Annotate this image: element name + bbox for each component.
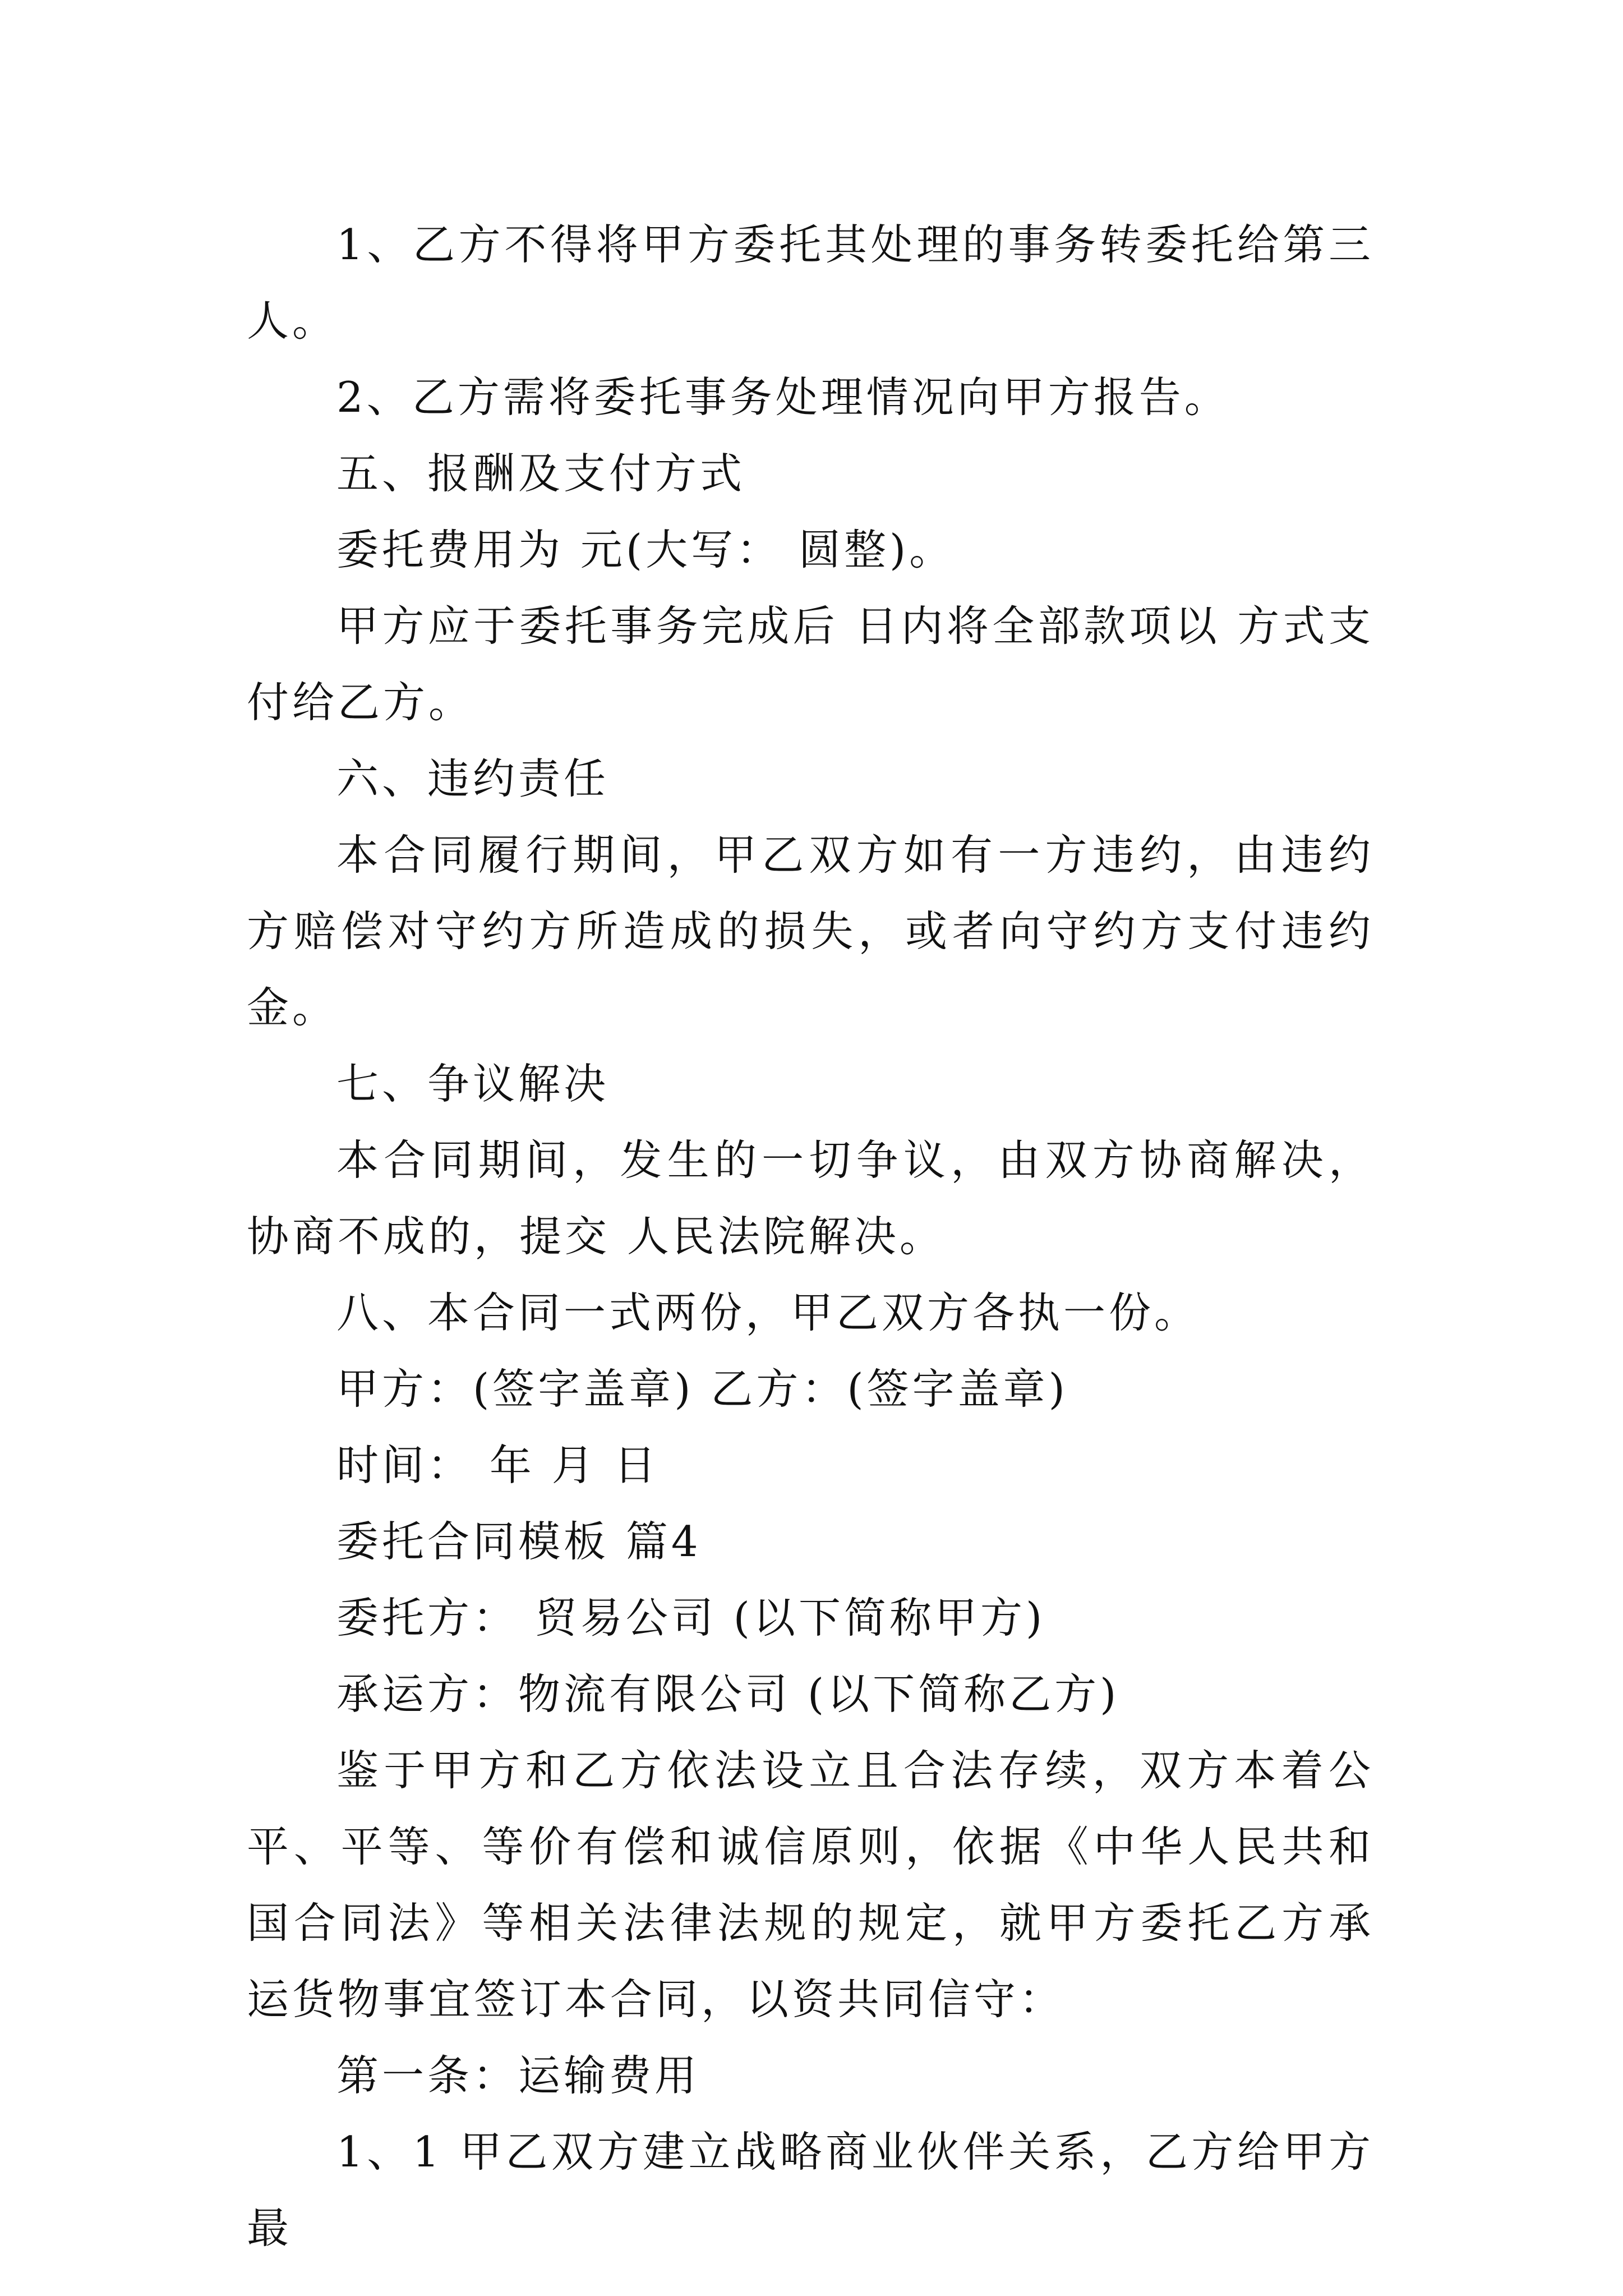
paragraph: 鉴于甲方和乙方依法设立且合法存续，双方本着公平、平等、等价有偿和诚信原则，依据《中华人民共和国合同法》等相关法律法规的规定，就甲方委托乙方承运货物事宜签订本合同，以资共同信守： bbox=[247, 1746, 1374, 2024]
date-line: 时间： 年 月 日 bbox=[336, 1441, 660, 1490]
paragraph: 2、乙方需将委托事务处理情况向甲方报告。 bbox=[336, 372, 1230, 422]
paragraph: 八、本合同一式两份，甲乙双方各执一份。 bbox=[336, 1288, 1200, 1337]
paragraph: 本合同履行期间，甲乙双方如有一方违约，由违约方赔偿对守约方所造成的损失，或者向守约方支付违约金。 bbox=[247, 830, 1374, 1032]
paragraph: 甲方应于委托事务完成后 日内将全部款项以 方式支付给乙方。 bbox=[247, 601, 1374, 727]
document-title: 委托合同模板 篇4 bbox=[336, 1517, 702, 1566]
paragraph: 本合同期间，发生的一切争议，由双方协商解决，协商不成的，提交 人民法院解决。 bbox=[247, 1135, 1374, 1261]
paragraph: 1、乙方不得将甲方委托其处理的事务转委托给第三人。 bbox=[247, 220, 1374, 346]
section-heading: 第一条：运输费用 bbox=[336, 2051, 700, 2100]
signature-line: 甲方：(签字盖章) 乙方：(签字盖章) bbox=[336, 1364, 1068, 1414]
section-heading: 六、违约责任 bbox=[336, 754, 610, 803]
party-line: 承运方：物流有限公司 (以下简称乙方) bbox=[336, 1669, 1120, 1719]
section-heading: 五、报酬及支付方式 bbox=[336, 449, 746, 498]
document-body bbox=[247, 206, 1374, 2266]
party-line: 委托方： 贸易公司 (以下简称甲方) bbox=[336, 1593, 1046, 1642]
section-heading: 七、争议解决 bbox=[336, 1059, 610, 1108]
paragraph: 1、1 甲乙双方建立战略商业伙伴关系，乙方给甲方最 bbox=[247, 2127, 1374, 2253]
paragraph: 委托费用为 元(大写： 圆整)。 bbox=[336, 525, 955, 574]
